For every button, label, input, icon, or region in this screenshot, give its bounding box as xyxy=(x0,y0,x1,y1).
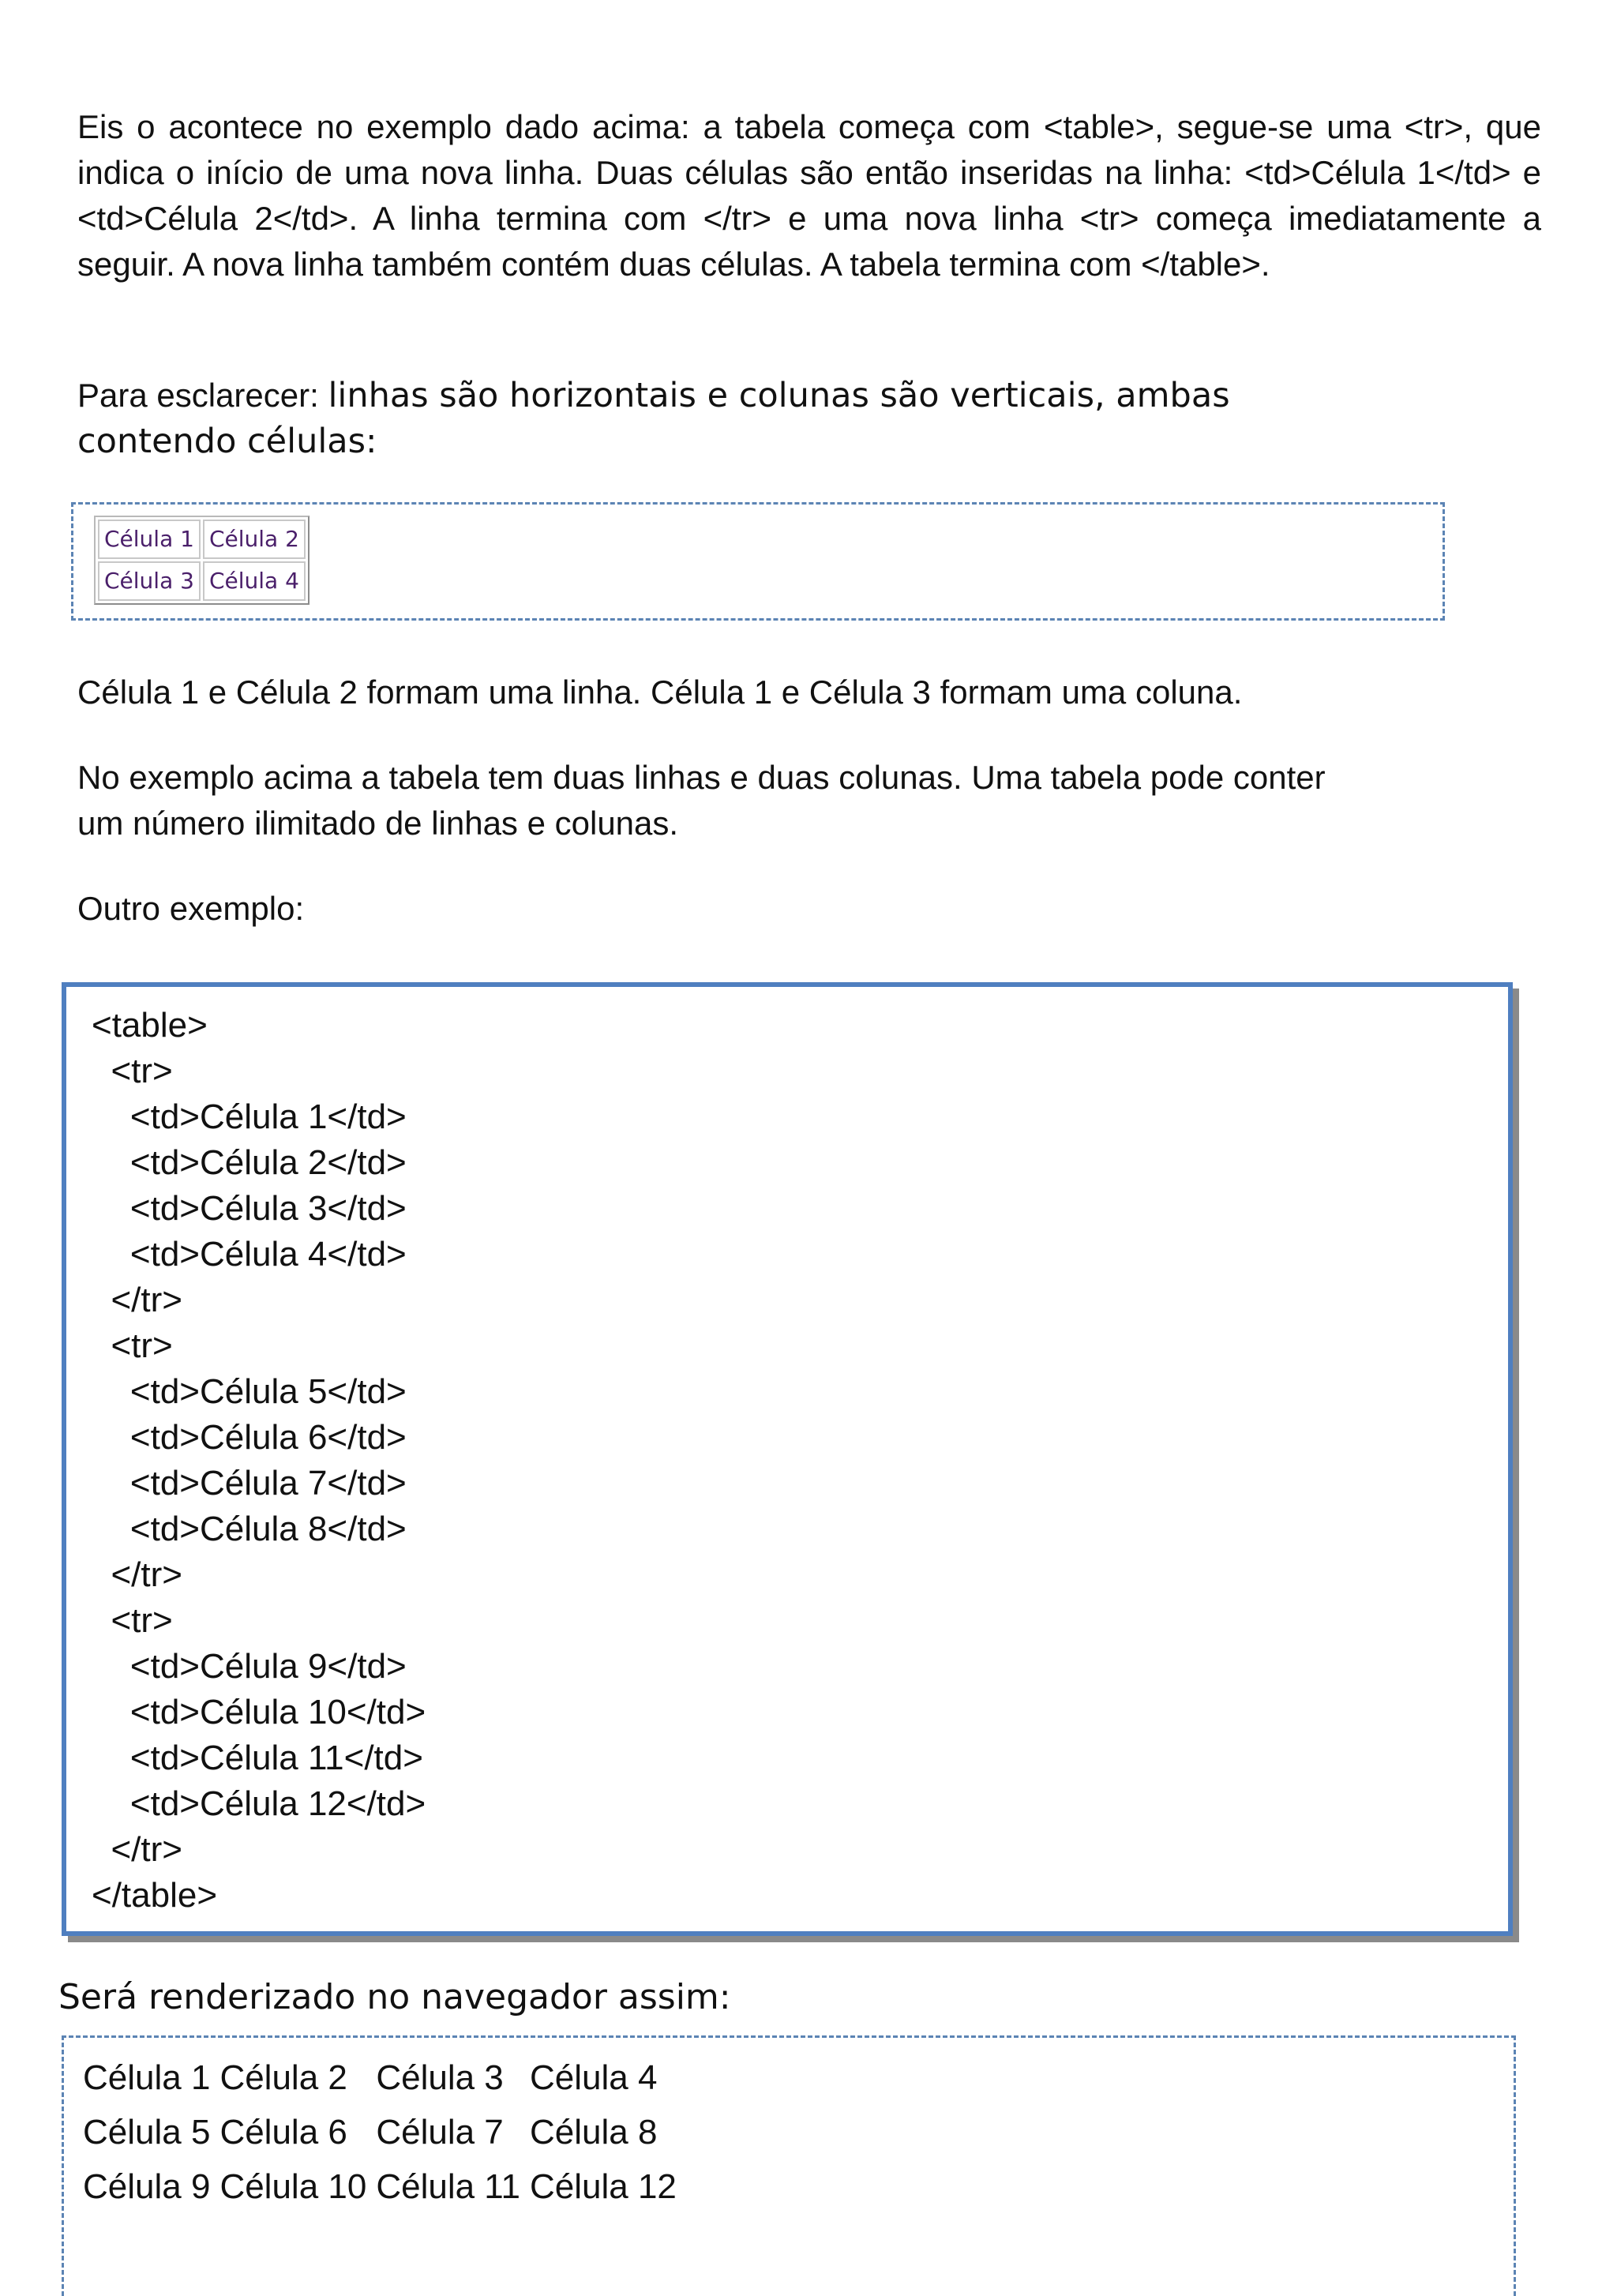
table-row xyxy=(98,520,306,559)
paragraph-clarification xyxy=(77,373,1541,464)
table-cell: Célula 3 xyxy=(376,2058,504,2097)
clarification-rest: linhas são horizontais e colunas são verticais, ambas contendo células: xyxy=(77,376,1230,461)
table-cell: Célula 8 xyxy=(529,2112,658,2152)
code-example: <table> <tr> <td>Célula 1</td> <td>Célula 2</td> <td>Célula 3</td> <td>Célula 4</td> </tr> <tr> <td>Célula 5</td> <td>Célula 6</td> <td>Célula 7</td> <td>Célula 8</td> </tr> <tr> <td>Célula 9</td> <td>Célula 10</td> <td>Célula 11</td> <td>Célula 12</td> </tr> </table> xyxy=(92,1006,426,1915)
table-cell: Célula 6 xyxy=(219,2112,347,2152)
table-cell: Célula 2 xyxy=(203,520,306,559)
paragraph-explanation: Eis o acontece no exemplo dado acima: a tabela começa com <table>, segue-se uma <tr>, que indica o início de uma nova linha. Duas células são então inseridas na linha: <td>Célula 1</td> e <td>Célula 2</td>. A linha termina com </tr> e uma nova linha <tr> começa imediatamente a seguir. A nova linha também contém duas células. A tabela termina com </table>. xyxy=(77,108,1541,283)
clarification-lead: Para esclarecer: xyxy=(77,377,328,414)
table-row xyxy=(83,2159,686,2214)
table-cell: Célula 3 xyxy=(98,561,201,601)
demo-table-frame xyxy=(71,502,1445,621)
table-cell: Célula 4 xyxy=(203,561,306,601)
table-cell: Célula 10 xyxy=(219,2167,367,2206)
render-heading: Será renderizado no navegador assim: xyxy=(58,1977,731,2017)
table-cell: Célula 1 xyxy=(98,520,201,559)
rendered-table xyxy=(83,2050,686,2214)
table-cell: Célula 5 xyxy=(83,2112,211,2152)
table-cell: Célula 12 xyxy=(529,2167,677,2206)
table-cell: Célula 11 xyxy=(376,2167,520,2206)
table-cell: Célula 1 xyxy=(83,2058,211,2097)
paragraph-unlimited: No exemplo acima a tabela tem duas linhas e duas colunas. Uma tabela pode conter um número ilimitado de linhas e colunas. xyxy=(77,759,1326,842)
code-example-box xyxy=(62,982,1513,1936)
rendered-table-frame xyxy=(62,2035,1516,2296)
table-cell: Célula 2 xyxy=(219,2058,347,2097)
paragraph-row-column: Célula 1 e Célula 2 formam uma linha. Célula 1 e Célula 3 formam uma coluna. xyxy=(77,673,1243,711)
demo-table xyxy=(94,516,310,605)
table-row xyxy=(83,2050,686,2105)
paragraph-another-example: Outro exemplo: xyxy=(77,890,305,927)
table-cell: Célula 4 xyxy=(529,2058,658,2097)
table-cell: Célula 9 xyxy=(83,2167,211,2206)
table-row xyxy=(98,561,306,601)
table-cell: Célula 7 xyxy=(376,2112,504,2152)
table-row xyxy=(83,2105,686,2159)
